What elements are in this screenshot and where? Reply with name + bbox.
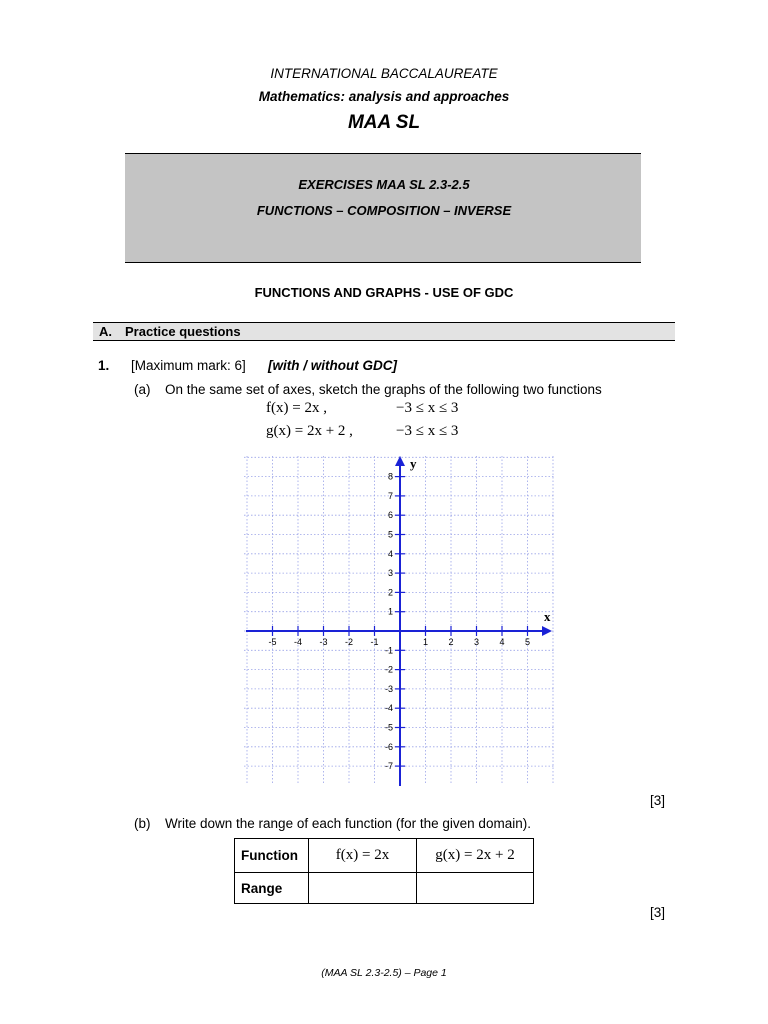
range-table [234,838,534,904]
y-tick-label: 5 [387,529,393,540]
question-marks: [Maximum mark: 6] [131,358,246,373]
y-axis-label: y [410,456,417,471]
y-tick-label: -6 [384,741,393,752]
coordinate-grid-svg [244,454,560,788]
function-g-definition: g(x) = 2x + 2 , [266,423,353,439]
f-function-cell: f(x) = 2x [309,839,417,873]
function-f-definition: f(x) = 2x , [266,400,327,416]
g-function-cell: g(x) = 2x + 2 [417,839,534,873]
x-axis-label: x [544,609,551,624]
course-title: MAA SL [347,112,421,133]
gdc-note: [with / without GDC] [268,358,397,373]
part-a-text: On the same set of axes, sketch the graphs of the following two functions [165,382,602,397]
function-f-domain: −3 ≤ x ≤ 3 [396,400,459,416]
x-tick-label: 5 [524,637,531,647]
f-range-answer-cell[interactable] [309,873,417,904]
y-tick-label: -7 [384,761,393,772]
part-heading-bar [93,322,675,341]
y-tick-label: 3 [387,568,393,579]
x-tick-label: -1 [370,637,379,647]
question-number: 1. [98,358,110,373]
x-axis-arrow [542,626,552,636]
x-tick-label: 4 [499,637,505,647]
y-tick-label: 4 [387,548,393,559]
y-tick-label: 8 [387,471,393,482]
page-footer: (MAA SL 2.3-2.5) – Page 1 [321,967,447,979]
x-tick-label: 1 [422,637,429,647]
x-tick-label: 3 [473,637,480,647]
part-a-label: (a) [134,382,151,397]
x-tick-label: -5 [268,637,277,647]
institution-title: INTERNATIONAL BACCALAUREATE [270,66,498,81]
part-b-text: Write down the range of each function (for the given domain). [165,816,531,831]
y-tick-label: -3 [384,683,393,694]
g-range-answer-cell[interactable] [417,873,534,904]
section-heading: FUNCTIONS AND GRAPHS - USE OF GDC [254,285,514,300]
part-b-label: (b) [134,816,151,831]
x-tick-label: -4 [293,637,303,647]
table-row [235,873,534,904]
table-row [235,839,534,873]
function-g-domain: −3 ≤ x ≤ 3 [396,423,459,439]
exercise-topic: FUNCTIONS – COMPOSITION – INVERSE [256,203,512,218]
y-tick-label: -4 [384,703,393,714]
y-tick-label: 2 [387,587,393,598]
y-tick-label: -1 [384,645,393,656]
range-header-cell: Range [235,873,309,904]
exercise-code: EXERCISES MAA SL 2.3-2.5 [298,177,470,192]
function-header-cell: Function [235,839,309,873]
y-tick-label: 6 [387,510,393,521]
y-axis-arrow [395,456,405,466]
part-b-marks: [3] [650,905,666,920]
coordinate-grid [244,454,560,788]
y-tick-label: 1 [387,606,393,617]
y-tick-label: -2 [384,664,393,675]
x-tick-label: 2 [448,637,454,647]
part-a-marks: [3] [650,793,666,808]
subject-title: Mathematics: analysis and approaches [258,89,510,104]
part-title: Practice questions [125,324,241,339]
x-tick-label: -3 [319,637,328,647]
x-tick-label: -2 [344,637,354,647]
y-tick-label: -5 [384,722,393,733]
part-letter: A. [99,324,112,339]
y-tick-label: 7 [387,490,393,501]
